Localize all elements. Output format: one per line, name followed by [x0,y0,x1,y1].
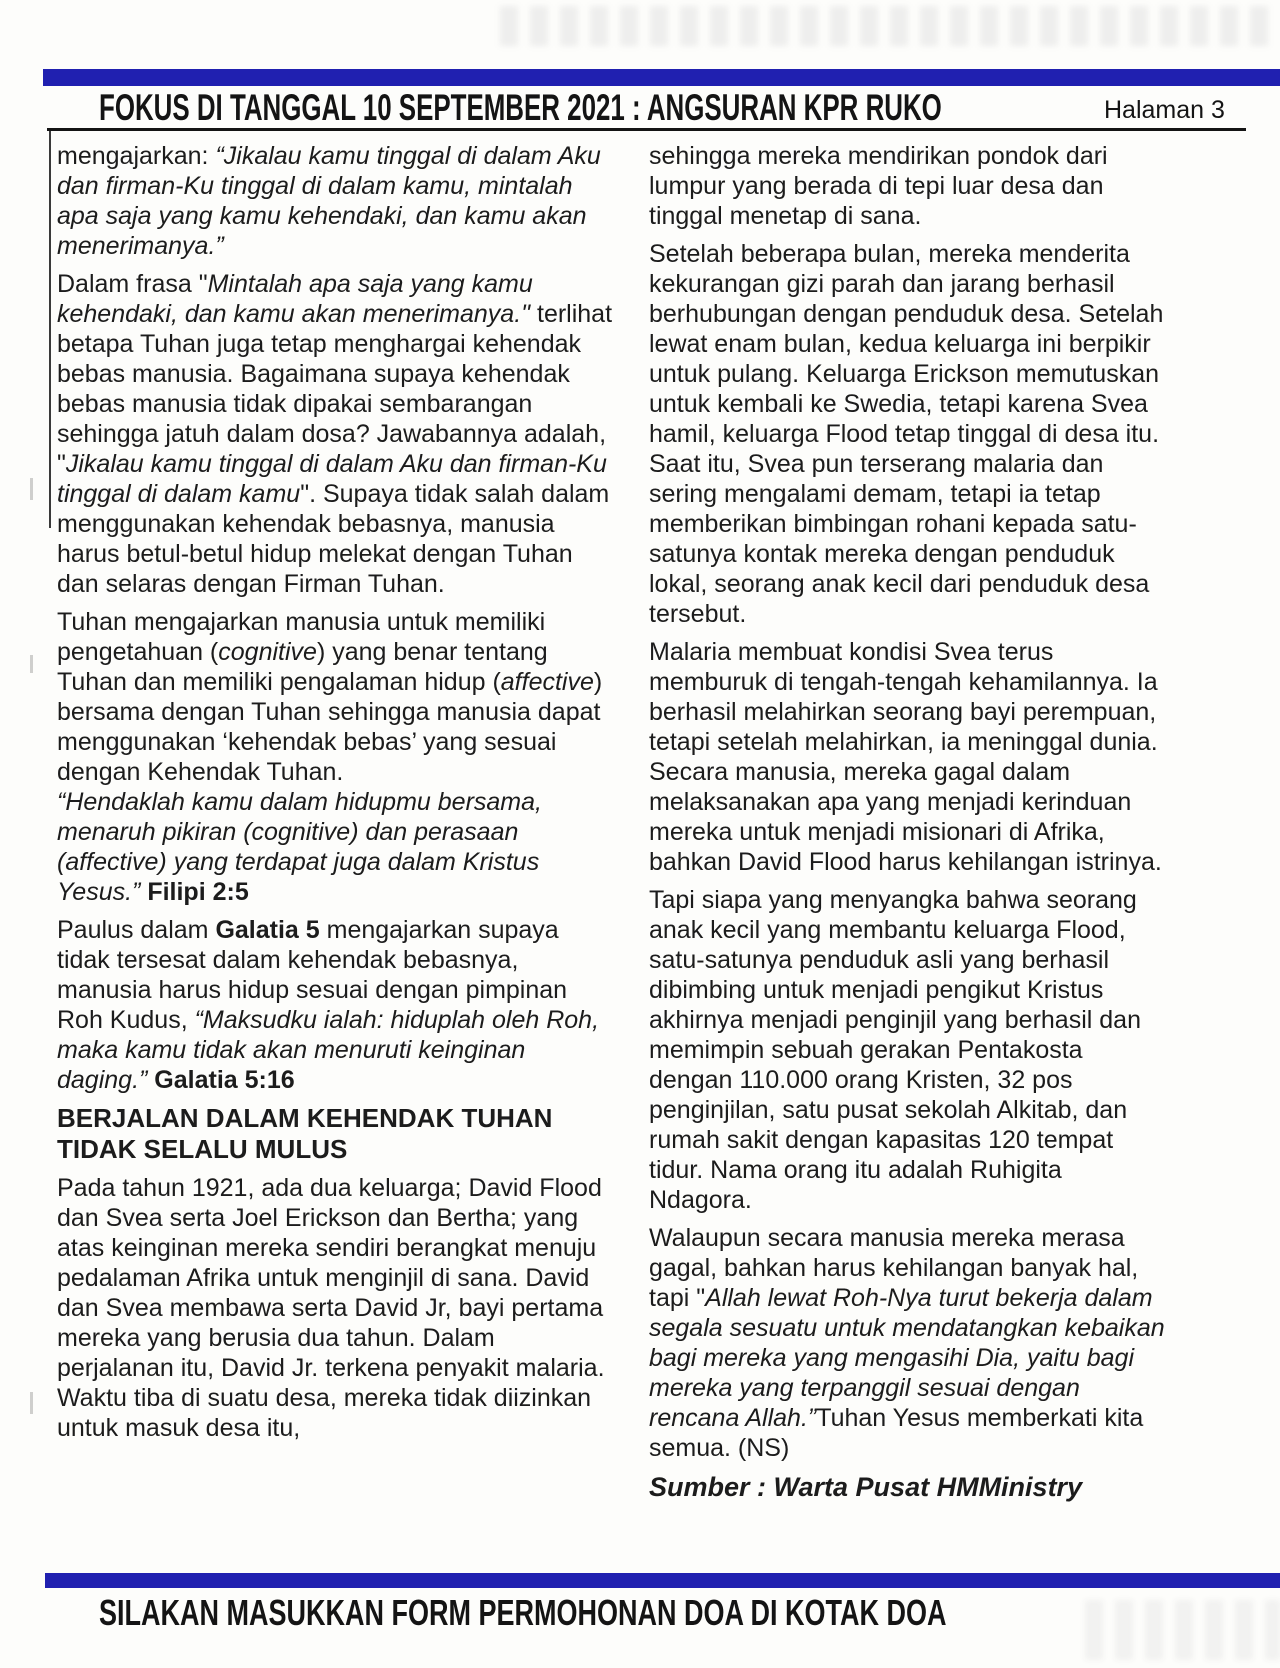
body-text: Walaupun secara manusia mereka merasa gagal, bahkan harus kehilangan banyak hal, tapi " [649,1224,1139,1312]
paragraph [649,239,1170,629]
footer-notice: SILAKAN MASUKKAN FORM PERMOHONAN DOA DI KOTAK DOA [99,1592,947,1633]
paragraph [649,141,1170,231]
page-bleedthrough-top [500,6,1270,46]
header-divider-rule [47,128,1246,131]
section-heading [57,1103,613,1165]
left-margin-rule-fragment [30,1392,33,1414]
body-text: ) yang benar tentang Tuhan dan memiliki pengalaman hidup ( [57,638,548,696]
left-margin-rule [49,131,51,528]
quote-text: Allah lewat Roh-Nya turut bekerja dalam segala sesuatu untuk mendatangkan kebaikan bagi mereka yang mengasihi Dia, yaitu bagi mereka yang terpanggil sesuai dengan rencana Allah.” [649,1284,1165,1432]
page-number-label: Halaman 3 [1104,96,1225,124]
quote-text: affective [500,668,594,696]
body-text: terlihat betapa Tuhan juga tetap menghargai kehendak bebas manusia. Bagaimana supaya kehendak bebas manusia tidak dipakai sembarangan sehingga jatuh dalam dosa? Jawabannya adalah, " [57,300,613,478]
paragraph [649,885,1170,1215]
top-blue-bar [43,69,1280,86]
paragraph [57,141,613,261]
paragraph [57,1173,613,1443]
quote-text: Mintalah apa saja yang kamu kehendaki, dan kamu akan menerimanya." [57,270,533,328]
body-text: Paulus dalam [57,916,216,944]
left-column [57,141,613,1451]
body-text: Malaria membuat kondisi Svea terus memburuk di tengah-tengah kehamilannya. Ia berhasil melahirkan seorang bayi perempuan, tetapi setelah melahirkan, ia meninggal dunia. Secara manusia, mereka gagal dalam melaksanakan apa yang menjadi kerinduan mereka untuk menjadi misionari di Afrika, bahkan David Flood harus kehilangan istrinya. [649,638,1162,876]
quote-text: Sumber : Warta Pusat HMMinistry [649,1472,1083,1502]
body-text: ) bersama dengan Tuhan sehingga manusia dapat menggunakan ‘kehendak bebas’ yang sesuai dengan Kehendak Tuhan. [57,668,603,786]
body-text: Tuhan mengajarkan manusia untuk memiliki pengetahuan ( [57,608,546,666]
quote-text: Jikalau kamu tinggal di dalam Aku dan firman-Ku tinggal di dalam kamu [57,450,607,508]
left-margin-rule-fragment [30,655,33,673]
body-text: mengajarkan supaya tidak tersesat dalam kehendak bebasnya, manusia harus hidup sesuai dengan pimpinan Roh Kudus, [57,916,568,1034]
bottom-blue-bar [45,1573,1280,1588]
body-text: Tapi siapa yang menyangka bahwa seorang anak kecil yang membantu keluarga Flood, satu-satunya penduduk asli yang berhasil dibimbing untuk menjadi pengikut Kristus akhirnya menjadi penginjil yang berhasil dan memimpin sebuah gerakan Pentakosta dengan 110.000 orang Kristen, 32 pos penginjilan, satu pusat sekolah Alkitab, dan rumah sakit dengan kapasitas 120 tempat tidur. Nama orang itu adalah Ruhigita Ndagora. [649,886,1141,1214]
paragraph [649,1223,1170,1463]
body-text: ". Supaya tidak salah dalam menggunakan kehendak bebasnya, manusia harus betul-betul hidup melekat dengan Tuhan dan selaras dengan Firman Tuhan. [57,480,610,598]
paragraph [57,269,613,599]
quote-text: “Maksudku ialah: hiduplah oleh Roh, maka kamu tidak akan menuruti keinginan daging.” [57,1006,600,1094]
paragraph [57,915,613,1095]
body-text: Filipi 2:5 [147,878,249,906]
paragraph [57,787,613,907]
paragraph [649,637,1170,877]
quote-text: cognitive [218,638,317,666]
quote-text: “Hendaklah kamu dalam hidupmu bersama, menaruh pikiran (cognitive) dan perasaan (affective) yang terdapat juga dalam Kristus Yesus.” [57,788,542,906]
page-bleedthrough-bottom [1085,1600,1280,1660]
quote-text: “Jikalau kamu tinggal di dalam Aku dan firman-Ku tinggal di dalam kamu, mintalah apa saja yang kamu kehendaki, dan kamu akan menerimanya.” [57,142,601,260]
right-column [649,141,1170,1503]
paragraph [57,607,613,787]
paragraph [649,1471,1170,1503]
body-text: Galatia 5:16 [154,1066,295,1094]
body-text: Tuhan Yesus memberkati kita semua. (NS) [649,1404,1144,1462]
body-text: BERJALAN DALAM KEHENDAK TUHAN TIDAK SELALU MULUS [57,1103,553,1164]
body-text: sehingga mereka mendirikan pondok dari lumpur yang berada di tepi luar desa dan tinggal menetap di sana. [649,142,1108,230]
body-text: Setelah beberapa bulan, mereka menderita kekurangan gizi parah dan jarang berhasil berhubungan dengan penduduk desa. Setelah lewat enam bulan, kedua keluarga ini berpikir untuk pulang. Keluarga Erickson memutuskan untuk kembali ke Swedia, tetapi karena Svea hamil, keluarga Flood tetap tinggal di desa itu. Saat itu, Svea pun terserang malaria dan sering mengalami demam, tetapi ia tetap memberikan bimbingan rohani kepada satu-satunya kontak mereka dengan penduduk lokal, seorang anak kecil dari penduduk desa tersebut. [649,240,1164,628]
body-text: Galatia 5 [215,916,320,944]
body-text: Pada tahun 1921, ada dua keluarga; David Flood dan Svea serta Joel Erickson dan Bertha; yang atas keinginan mereka sendiri berangkat menuju pedalaman Afrika untuk menginjil di sana. David dan Svea membawa serta David Jr, bayi pertama mereka yang berusia dua tahun. Dalam perjalanan itu, David Jr. terkena penyakit malaria. Waktu tiba di suatu desa, mereka tidak diizinkan untuk masuk desa itu, [57,1174,605,1442]
page-title: FOKUS DI TANGGAL 10 SEPTEMBER 2021 : ANGSURAN KPR RUKO [99,87,942,128]
body-text: mengajarkan: [57,142,216,170]
body-text: Dalam frasa " [57,270,208,298]
left-margin-rule-fragment [30,478,33,500]
